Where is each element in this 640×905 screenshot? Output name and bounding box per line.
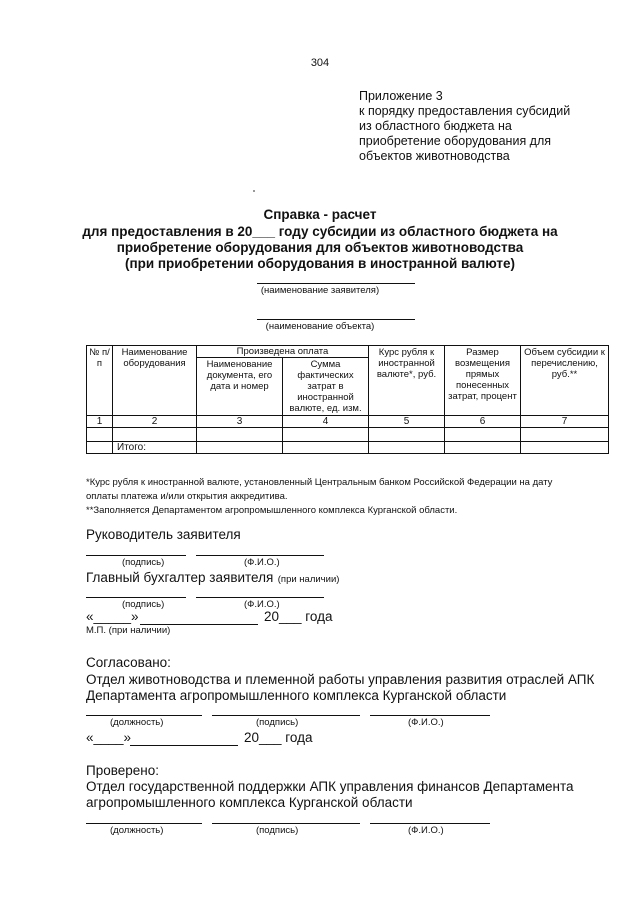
doc-title: Справка - расчет xyxy=(263,207,377,222)
appendix-line: объектов животноводства xyxy=(359,149,510,163)
checked-sign-caption: (подпись) xyxy=(256,825,299,836)
checked-fio-field[interactable] xyxy=(370,823,490,824)
agreed-sign-field[interactable] xyxy=(212,715,360,716)
table-cell[interactable] xyxy=(283,428,369,442)
table-cell[interactable] xyxy=(445,442,521,454)
agreed-line1: Отдел животноводства и племенной работы управления развития отраслей АПК xyxy=(86,672,595,687)
agreed-fio-field[interactable] xyxy=(370,715,490,716)
header-no: № п/п xyxy=(87,346,113,416)
agreed-label: Согласовано: xyxy=(86,655,171,670)
table-cell[interactable] xyxy=(197,442,283,454)
applicant-caption: (наименование заявителя) xyxy=(260,285,380,296)
calculation-table xyxy=(86,345,609,454)
col-number: 5 xyxy=(369,416,445,428)
appendix-line: приобретение оборудования для xyxy=(359,134,552,148)
footnote-rate xyxy=(86,476,552,518)
appendix-line: Приложение 3 xyxy=(359,89,443,103)
table-number-row xyxy=(87,416,609,428)
total-label: Итого: xyxy=(113,442,197,454)
appendix-block xyxy=(359,89,570,164)
checked-label: Проверено: xyxy=(86,763,159,778)
appendix-line: к порядку предоставления субсидий xyxy=(359,104,571,118)
accountant-note: (при наличии) xyxy=(277,574,340,585)
head-label: Руководитель заявителя xyxy=(86,527,241,542)
accountant-label: Главный бухгалтер заявителя xyxy=(86,570,274,585)
checked-line2: агропромышленного комплекса Курганской области xyxy=(86,795,413,810)
col-number: 3 xyxy=(197,416,283,428)
accountant-fio-field[interactable] xyxy=(196,597,324,598)
col-number: 2 xyxy=(113,416,197,428)
table-cell xyxy=(87,442,113,454)
header-direct-costs: Размер возмещения прямых понесенных затрат, процент xyxy=(445,346,521,416)
head-fio-field[interactable] xyxy=(196,555,324,556)
head-sign-field[interactable] xyxy=(86,555,186,556)
col-number: 7 xyxy=(521,416,609,428)
header-subsidy: Объем субсидии к перечислению, руб.** xyxy=(521,346,609,416)
header-document: Наименование документа, его дата и номер xyxy=(197,358,283,416)
scan-dot xyxy=(253,190,255,192)
date-year-label: 20___ года xyxy=(264,609,333,624)
table-header-row xyxy=(87,346,609,358)
object-field[interactable] xyxy=(257,319,415,320)
doc-title-line2: для предоставления в 20___ году субсидии из областного бюджета на xyxy=(82,224,558,239)
table-cell[interactable] xyxy=(445,428,521,442)
accountant-row xyxy=(86,569,339,587)
header-rate: Курс рубля к иностранной валюте*, руб. xyxy=(369,346,445,416)
agreed-date-open: «____» xyxy=(86,730,132,745)
table-cell[interactable] xyxy=(283,442,369,454)
agreed-year-label: 20___ года xyxy=(244,730,313,745)
footnote-line: **Заполняется Департаментом агропромышленного комплекса Курганской области. xyxy=(86,505,458,516)
page-number: 304 xyxy=(310,57,330,69)
doc-title-line4: (при приобретении оборудования в иностранной валюте) xyxy=(124,256,516,271)
table-cell[interactable] xyxy=(369,428,445,442)
checked-fio-caption: (Ф.И.О.) xyxy=(408,825,444,836)
date-open-quote: «_____» xyxy=(86,609,139,624)
doc-title-line3: приобретение оборудования для объектов животноводства xyxy=(116,240,524,255)
agreed-position-caption: (должность) xyxy=(110,717,164,728)
col-number: 4 xyxy=(283,416,369,428)
head-fio-caption: (Ф.И.О.) xyxy=(244,557,280,568)
footnote-line: *Курс рубля к иностранной валюте, установленный Центральным банком Российской Федерации на дату xyxy=(86,477,553,488)
col-number: 6 xyxy=(445,416,521,428)
agreed-sign-caption: (подпись) xyxy=(256,717,299,728)
object-caption: (наименование объекта) xyxy=(265,321,375,332)
appendix-line: из областного бюджета на xyxy=(359,119,512,133)
agreed-line2: Департамента агропромышленного комплекса Курганской области xyxy=(86,688,507,703)
agreed-position-field[interactable] xyxy=(86,715,202,716)
agreed-fio-caption: (Ф.И.О.) xyxy=(408,717,444,728)
checked-sign-field[interactable] xyxy=(212,823,360,824)
table-cell[interactable] xyxy=(369,442,445,454)
header-equipment: Наименование оборудования xyxy=(113,346,197,416)
header-payment: Произведена оплата xyxy=(197,346,369,358)
checked-position-field[interactable] xyxy=(86,823,202,824)
header-sum: Сумма фактических затрат в иностранной валюте, ед. изм. xyxy=(283,358,369,416)
table-cell[interactable] xyxy=(521,442,609,454)
head-sign-caption: (подпись) xyxy=(122,557,165,568)
stamp-label: М.П. (при наличии) xyxy=(86,625,171,636)
col-number: 1 xyxy=(87,416,113,428)
accountant-fio-caption: (Ф.И.О.) xyxy=(244,599,280,610)
accountant-sign-field[interactable] xyxy=(86,597,186,598)
footnote-line: оплаты платежа и/или открытия аккредитива. xyxy=(86,491,288,502)
checked-position-caption: (должность) xyxy=(110,825,164,836)
table-cell[interactable] xyxy=(197,428,283,442)
applicant-field[interactable] xyxy=(257,283,415,284)
table-row xyxy=(87,428,609,442)
table-cell[interactable] xyxy=(87,428,113,442)
table-cell[interactable] xyxy=(113,428,197,442)
table-total-row xyxy=(87,442,609,454)
checked-line1: Отдел государственной поддержки АПК управления финансов Департамента xyxy=(86,779,574,794)
table-cell[interactable] xyxy=(521,428,609,442)
agreed-date-month-field[interactable] xyxy=(130,745,238,746)
accountant-sign-caption: (подпись) xyxy=(122,599,165,610)
